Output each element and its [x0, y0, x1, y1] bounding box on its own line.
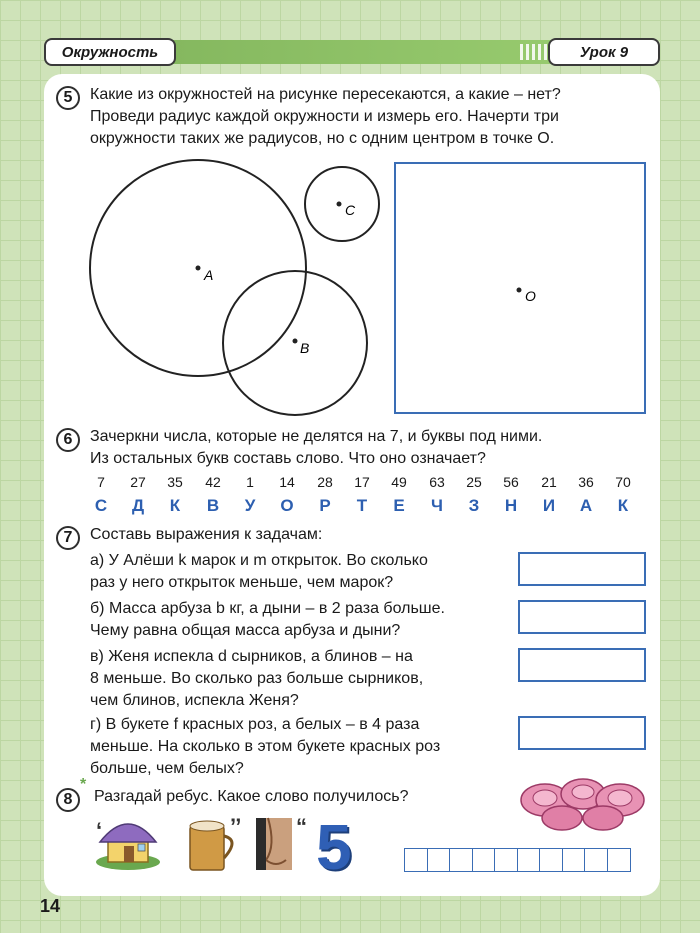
rose-icon [542, 806, 582, 830]
answer-cell[interactable] [584, 848, 608, 872]
letter-cell: О [280, 496, 294, 515]
letter-cell: К [169, 496, 181, 515]
task-5-line-1: Какие из окружностей на рисунке пересекаются, а какие – нет? [90, 86, 561, 103]
task-7a-line-1: а) У Алёши k марок и m открыток. Во сколько [90, 552, 428, 569]
number-cell: 27 [130, 474, 146, 490]
answer-cell[interactable] [494, 848, 518, 872]
rebus-quote-close: ’’ [230, 814, 242, 839]
answer-cell[interactable] [517, 848, 541, 872]
number-cell: 56 [503, 474, 519, 490]
number-cell: 35 [167, 474, 183, 490]
task-7-title: Составь выражения к задачам: [90, 526, 323, 543]
letter-cell: У [244, 496, 256, 515]
letter-cell: В [206, 496, 220, 515]
answer-cell[interactable] [404, 848, 428, 872]
task-6-number: 6 [56, 428, 80, 452]
answer-cell[interactable] [449, 848, 473, 872]
number-cell: 1 [246, 474, 254, 490]
task-7d-line-3: больше, чем белых? [90, 760, 244, 777]
label-o: O [525, 288, 536, 304]
task-7c-line-2: 8 меньше. Во сколько раз больше сырников, [90, 670, 424, 687]
letter-cell: А [579, 496, 593, 515]
task-6-line-1: Зачеркни числа, которые не делятся на 7, и буквы под ними. [90, 428, 543, 445]
rebus-digit: 5 [316, 811, 352, 883]
number-cell: 36 [578, 474, 594, 490]
letter-cell: З [468, 496, 480, 515]
task-7c-line-3: чем блинов, испекла Женя? [90, 692, 299, 709]
star-icon: * [80, 776, 87, 793]
task-7b-line-1: б) Масса арбуза b кг, а дыни – в 2 раза больше. [90, 600, 445, 617]
number-cell: 49 [391, 474, 407, 490]
number-cell: 17 [354, 474, 370, 490]
nose-icon [256, 818, 292, 870]
mug-icon [190, 821, 232, 870]
task-7d-line-1: г) В букете f красных роз, а белых – в 4 раза [90, 716, 420, 733]
letter-cell: Д [131, 496, 145, 515]
letter-cell: Ч [431, 496, 443, 515]
number-cell: 14 [279, 474, 295, 490]
task-8-text: Разгадай ребус. Какое слово получилось? [94, 788, 409, 805]
letter-cell: Е [393, 496, 405, 515]
number-cell: 25 [466, 474, 482, 490]
task-7-number: 7 [56, 526, 80, 550]
letter-cell: Н [504, 496, 518, 515]
number-cell: 28 [317, 474, 333, 490]
letter-cell: К [617, 496, 629, 515]
page-number: 14 [40, 896, 61, 916]
answer-cell[interactable] [607, 848, 631, 872]
task-7a-line-2: раз у него открыток меньше, чем марок? [90, 574, 394, 591]
task-5-number: 5 [56, 86, 80, 110]
task-7d-line-2: меньше. На сколько в этом букете красных роз [90, 738, 441, 755]
number-cell: 7 [97, 474, 105, 490]
task-7c-line-1: в) Женя испекла d сырников, а блинов – на [90, 648, 413, 665]
letter-cell: Р [319, 496, 331, 515]
answer-cell[interactable] [562, 848, 586, 872]
rebus-quote-double: “ [296, 814, 307, 839]
topic-title: Окружность [44, 38, 176, 66]
answer-cell[interactable] [539, 848, 563, 872]
label-c: C [345, 202, 356, 218]
rose-icon [583, 806, 623, 830]
number-cell: 42 [205, 474, 221, 490]
house-icon [96, 824, 160, 870]
label-a: A [204, 267, 214, 283]
answer-cells[interactable] [404, 848, 629, 872]
task-5-line-2: Проведи радиус каждой окружности и измерь его. Начерти три [90, 108, 559, 125]
rebus-quote-open: ‘ [96, 818, 103, 843]
lesson-title: Урок 9 [548, 38, 660, 66]
number-cell: 70 [615, 474, 631, 490]
number-cell: 63 [429, 474, 445, 490]
answer-cell[interactable] [427, 848, 451, 872]
letter-cell: Т [356, 496, 368, 515]
letter-cell: С [94, 496, 108, 515]
label-b: B [300, 340, 310, 356]
task-6-line-2: Из остальных букв составь слово. Что оно означает? [90, 450, 486, 467]
task-7b-line-2: Чему равна общая масса арбуза и дыни? [90, 622, 401, 639]
answer-cell[interactable] [472, 848, 496, 872]
task-8-number: 8 [56, 788, 80, 812]
number-cell: 21 [541, 474, 557, 490]
task-5-line-3: окружности таких же радиусов, но с одним центром в точке O. [90, 130, 555, 147]
letter-cell: И [542, 496, 556, 515]
